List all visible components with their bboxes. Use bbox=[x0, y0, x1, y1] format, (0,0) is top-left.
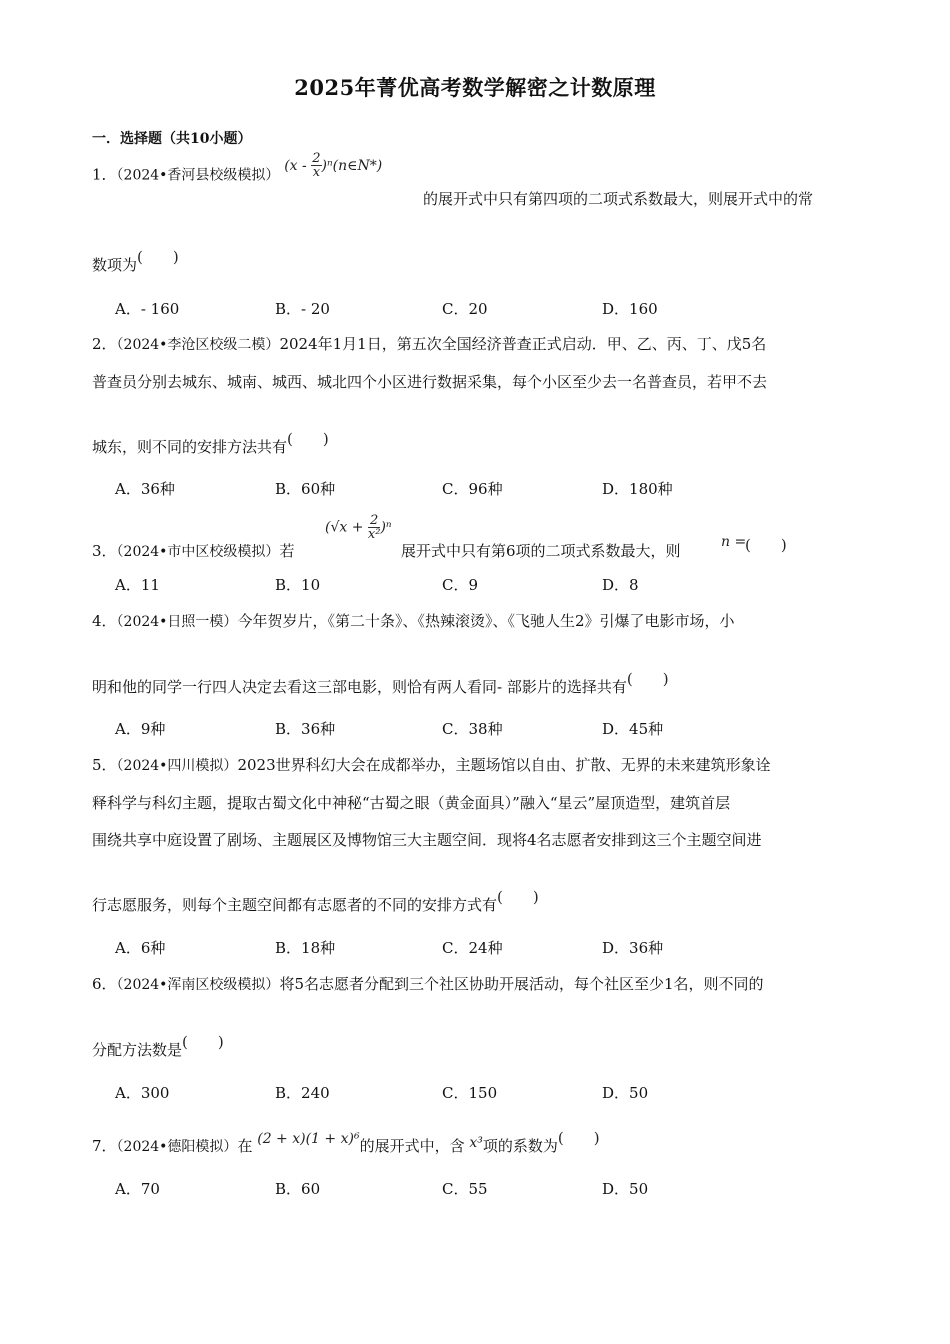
option-c: C．96种 bbox=[442, 480, 503, 498]
option-b: B．10 bbox=[275, 576, 321, 594]
option-a: A．36种 bbox=[115, 480, 175, 498]
section-heading: 一．选择题（共10小题） bbox=[92, 131, 252, 147]
answer-blank: ( ) bbox=[497, 888, 539, 906]
question-2: 2．（2024•李沧区校级二模）2024年1月1日，第五次全国经济普查正式启动．甲、乙、丙、丁、戊5名 bbox=[92, 335, 767, 353]
option-c: C．55 bbox=[442, 1180, 488, 1198]
question-6: 6．（2024•浑南区校级模拟）将5名志愿者分配到三个社区协助开展活动，每个社区至少1名，则不同的 bbox=[92, 975, 764, 993]
question-5-cont2: 围绕共享中庭设置了剧场、主题展区及博物馆三大主题空间．现将4名志愿者安排到这三个主题空间进 bbox=[92, 831, 762, 849]
option-a: A．9种 bbox=[115, 720, 166, 738]
question-7: 7．（2024•德阳模拟）在 (2 + x)(1 + x)⁶的展开式中，含 x³项的系数为( ) bbox=[92, 1135, 862, 1156]
option-a: A．300 bbox=[115, 1084, 170, 1102]
formula-3: (√x + $\frac{2}{\text{x²}}$ )ⁿ bbox=[325, 513, 392, 542]
option-b: B．- 20 bbox=[275, 300, 330, 318]
formula-1: (x - $\frac{2}{x}$ )ⁿ(n∈N*) bbox=[284, 151, 383, 180]
answer-blank: ( ) bbox=[745, 536, 787, 554]
answer-blank: ( ) bbox=[287, 430, 329, 448]
answer-blank: ( ) bbox=[557, 1129, 600, 1147]
option-d: D．50 bbox=[602, 1084, 649, 1102]
question-5: 5．（2024•四川模拟）2023世界科幻大会在成都举办，主题场馆以自由、扩散、无界的未来建筑形象诠 bbox=[92, 756, 771, 774]
question-2-cont: 普查员分别去城东、城南、城西、城北四个小区进行数据采集，每个小区至少去一名普查员，若甲不去 bbox=[92, 373, 768, 391]
option-c: C．9 bbox=[442, 576, 479, 594]
option-b: B．240 bbox=[275, 1084, 330, 1102]
option-a: A．70 bbox=[115, 1180, 160, 1198]
option-d: D．8 bbox=[602, 576, 639, 594]
question-3: 3．（2024•市中区校级模拟）若 (√x + $\frac{2}{\text{x²}}$ )ⁿ 展开式中只有第6项的二项式系数最大，则 n = ( ) bbox=[92, 540, 862, 561]
option-c: C．24种 bbox=[442, 939, 503, 957]
option-a: A．11 bbox=[115, 576, 160, 594]
option-a: A．6种 bbox=[115, 939, 166, 957]
option-b: B．60种 bbox=[275, 480, 336, 498]
question-5-cont3: 行志愿服务，则每个主题空间都有志愿者的不同的安排方式有( ) bbox=[92, 894, 862, 915]
option-c: C．38种 bbox=[442, 720, 503, 738]
option-d: D．45种 bbox=[602, 720, 664, 738]
option-b: B．36种 bbox=[275, 720, 336, 738]
page-title: 2025年菁优高考数学解密之计数原理 bbox=[294, 75, 656, 100]
answer-blank: ( ) bbox=[182, 1033, 224, 1051]
option-d: D．160 bbox=[602, 300, 658, 318]
question-2-cont2: 城东，则不同的安排方法共有( ) bbox=[92, 436, 862, 457]
option-d: D．36种 bbox=[602, 939, 664, 957]
answer-blank: ( ) bbox=[626, 670, 669, 688]
answer-blank: ( ) bbox=[137, 248, 179, 266]
question-6-cont: 分配方法数是( ) bbox=[92, 1039, 862, 1060]
option-c: C．150 bbox=[442, 1084, 498, 1102]
formula-7: (2 + x)(1 + x)⁶ bbox=[257, 1131, 360, 1147]
option-d: D．180种 bbox=[602, 480, 673, 498]
question-4-cont: 明和他的同学一行四人决定去看这三部电影，则恰有两人看同- 部影片的选择共有( ) bbox=[92, 676, 862, 697]
question-5-cont: 释科学与科幻主题，提取古蜀文化中神秘“古蜀之眼（黄金面具）”融入“星云”屋顶造型，建筑首层 bbox=[92, 794, 731, 812]
question-1: 1．（2024•香河县校级模拟） (x - $\frac{2}{x}$ )ⁿ(n∈N*) 的展开式中只有第四项的二项式系数最大，则展开式中的常 bbox=[92, 151, 814, 208]
option-a: A．- 160 bbox=[115, 300, 180, 318]
option-b: B．18种 bbox=[275, 939, 336, 957]
option-b: B．60 bbox=[275, 1180, 321, 1198]
option-d: D．50 bbox=[602, 1180, 649, 1198]
question-1-cont: 数项为( ) bbox=[92, 254, 862, 275]
question-4: 4．（2024•日照一模）今年贺岁片，《第二十条》、《热辣滚烫》、《飞驰人生2》引爆了电影市场，小 bbox=[92, 612, 735, 630]
option-c: C．20 bbox=[442, 300, 488, 318]
